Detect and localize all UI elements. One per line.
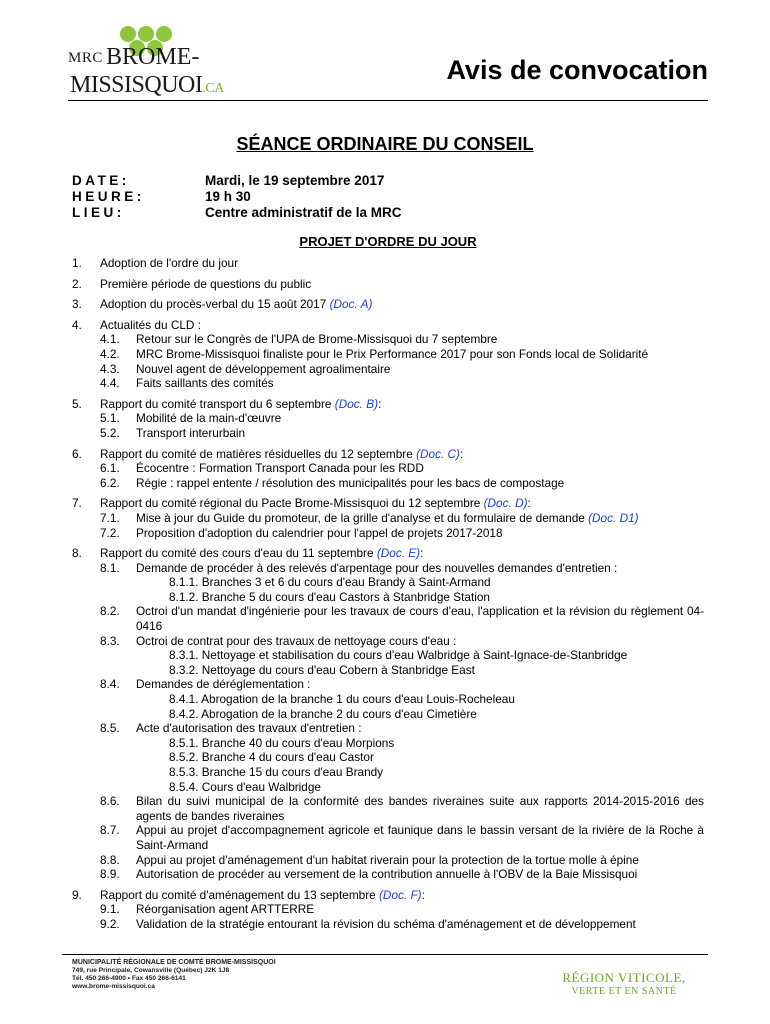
agenda-subitem: 8.5. Acte d'autorisation des travaux d'entretien : 8.5.1. Branche 40 du cours d'eau Morpions 8.5.2. Branche 4 du cours d'eau Castor 8.5.3. Branche 15 du cours d'eau Brandy 8.5.4. Cours d'eau Walbridge [100, 721, 704, 794]
region-slogan [544, 970, 704, 997]
mrc-logo [68, 26, 238, 98]
doc-reference: (Doc. F) [379, 887, 422, 902]
agenda-subitem: 9.2. Validation de la stratégie entourant la révision du schéma d'aménagement et de développement [100, 916, 636, 931]
agenda-item: 7. Rapport du comité régional du Pacte Brome-Missisquoi du 12 septembre (Doc. D): 7.1. Mise à jour du Guide du promoteur, de la grille d'analyse et du formulaire de demande (Doc. D1) 7.2. Proposition d'adoption du calendrier pour l'appel de projets 2017-2018 [72, 496, 704, 540]
time-value: 19 h 30 [205, 189, 251, 204]
logo-mrc: MRC [68, 50, 103, 66]
agenda-subsubitem: 8.3.2. Nettoyage du cours d'eau Cobern à Stanbridge East [169, 662, 475, 677]
agenda-item: 4. Actualités du CLD : 4.1. Retour sur le Congrès de l'UPA de Brome-Missisquoi du 7 septembre 4.2. MRC Brome-Missisquoi finaliste pour le Prix Performance 2017 pour son Fonds local de Solidarité 4.3. Nouvel agent de développement agroalimentaire 4.4. Faits saillants des comités [72, 318, 704, 391]
footer-org-name: MUNICIPALITÉ RÉGIONALE DE COMTÉ BROME-MISSISQUOI [72, 959, 276, 966]
agenda-subitem: 8.3. Octroi de contrat pour des travaux de nettoyage cours d'eau : 8.3.1. Nettoyage et stabilisation du cours d'eau Walbridge à Saint-Ignace-de-Stanbridge 8.3.2. Nettoyage du cours d'eau Cobern à Stanbridge East [100, 634, 704, 678]
doc-reference: (Doc. C) [416, 446, 460, 461]
agenda-subitem: 7.1. Mise à jour du Guide du promoteur, de la grille d'analyse et du formulaire de demande (Doc. D1) [100, 510, 639, 525]
agenda-subsubitem: 8.4.2. Abrogation de la branche 2 du cours d'eau Cimetière [169, 706, 477, 721]
doc-reference: (Doc. E) [376, 546, 421, 561]
footer-website: www.brome-missisquoi.ca [72, 983, 155, 990]
slogan-line-1: RÉGION VITICOLE, [562, 970, 686, 985]
agenda-subitem: 5.1. Mobilité de la main-d'œuvre [100, 411, 282, 426]
doc-reference: (Doc. B) [334, 396, 379, 411]
footer-address-block [72, 959, 276, 991]
agenda-subitem: 9.1. Réorganisation agent ARTTERRE [100, 902, 315, 917]
agenda-subsubitem: 8.3.1. Nettoyage et stabilisation du cours d'eau Walbridge à Saint-Ignace-de-Stanbridge [169, 648, 628, 663]
agenda-subitem: 4.1. Retour sur le Congrès de l'UPA de Brome-Missisquoi du 7 septembre [100, 332, 498, 347]
doc-reference: (Doc. A) [329, 297, 373, 312]
logo-missisquoi: MISSISQUOI.CA [70, 72, 224, 98]
agenda-subitem: 8.2. Octroi d'un mandat d'ingénierie pour les travaux de cours d'eau, l'application et la révision du règlement 04-0416 [100, 604, 704, 634]
page-title: Avis de convocation [446, 55, 708, 85]
agenda-subitem: 8.6. Bilan du suivi municipal de la conformité des bandes riveraines suite aux rapports 2014-2015-2016 des agents de bandes riveraines [100, 794, 704, 823]
agenda-subsubitem: 8.5.2. Branche 4 du cours d'eau Castor [169, 750, 374, 765]
agenda-subitem: 6.1. Écocentre : Formation Transport Canada pour les RDD [100, 461, 424, 476]
agenda-list [72, 256, 704, 938]
agenda-item: 6. Rapport du comité de matières résiduelles du 12 septembre (Doc. C): 6.1. Écocentre : Formation Transport Canada pour les RDD 6.2. Régie : rappel entente / résolution des municipalités pour les bacs de compostage [72, 447, 704, 491]
meeting-type: SÉANCE ORDINAIRE DU CONSEIL [236, 134, 534, 154]
agenda-subsubitem: 8.5.1. Branche 40 du cours d'eau Morpions [169, 735, 395, 750]
agenda-subitem: 8.8. Appui au projet d'aménagement d'un habitat riverain pour la protection de la tortue molle à épine [100, 852, 639, 867]
footer-phone: Tél. 450 266-4900 • Fax 450 266-6141 [72, 975, 186, 982]
agenda-subsubitem: 8.1.2. Branche 5 du cours d'eau Castors à Stanbridge Station [169, 589, 490, 604]
place-label: LIEU: [72, 205, 125, 220]
agenda-subitem: 4.4. Faits saillants des comités [100, 376, 274, 391]
logo-brome: BROME- [106, 44, 200, 70]
footer-address: 749, rue Principale, Cowansville (Québec) J2K 1J8 [72, 967, 230, 974]
agenda-item: 5. Rapport du comité transport du 6 septembre (Doc. B): 5.1. Mobilité de la main-d'œuvre 5.2. Transport interurbain [72, 397, 704, 441]
agenda-subitem: 8.9. Autorisation de procéder au versement de la contribution annuelle à l'OBV de la Baie Missisquoi [100, 867, 638, 882]
footer-divider [62, 954, 708, 955]
agenda-subitem: 7.2. Proposition d'adoption du calendrier pour l'appel de projets 2017-2018 [100, 525, 503, 540]
agenda-subsubitem: 8.5.4. Cours d'eau Walbridge [169, 779, 321, 794]
agenda-subsubitem: 8.5.3. Branche 15 du cours d'eau Brandy [169, 765, 384, 779]
agenda-subsubitem: 8.4.1. Abrogation de la branche 1 du cours d'eau Louis-Rocheleau [169, 692, 515, 707]
agenda-subitem: 8.4. Demandes de déréglementation : 8.4.1. Abrogation de la branche 1 du cours d'eau Louis-Rocheleau 8.4.2. Abrogation de la branche 2 du cours d'eau Cimetière [100, 677, 704, 721]
agenda-item: 8. Rapport du comité des cours d'eau du 11 septembre (Doc. E): 8.1. Demande de procéder à des relevés d'arpentage pour des nouvelles demandes d'entretien : 8.1.1. Branches 3 et 6 du cours d'eau Brandy à Saint-Armand 8.1.2. Branche 5 du cours d'eau Castors à Stanbridge Station 8.2. Octroi d'un mandat d'ingénierie pour les travaux de cours d'eau, l'application et la révision du règlement 04-0416 8.3. Octroi de contrat pour des travaux de nettoyage cours d'eau : 8.3.1. Nettoyage et stabilisation du cours d'eau Walbridge à Saint-Ignace-de-Stanbridge 8.3.2. Nettoyage du cours d'eau Cobern à Stanbridge East 8.4. Demandes de déréglementation : 8.4.1. Abrogation de la branche 1 du cours d'eau Louis-Rocheleau 8.4.2. Abrogation de la branche 2 du cours d'eau Cimetière 8.5. Acte d'autorisation des travaux d'entretien : 8.5.1. Branche 40 du cours d'eau Morpions 8.5.2. Branche 4 du cours d'eau Castor 8.5.3. Branche 15 du cours d'eau Brandy 8.5.4. Cours d'eau Walbridge 8.6. Bilan du suivi municipal de la conformité des bandes riveraines suite aux rapports 2014-2015-2016 des agents de bandes riveraines 8.7. Appui au projet d'accompagnement agricole et faunique dans le bassin versant de la rivière de la Roche à Saint-Armand 8.8. Appui au projet d'aménagement d'un habitat riverain pour la protection de la tortue molle à épine 8.9. Autorisation de procéder au versement de la contribution annuelle à l'OBV de la Baie Missisquoi [72, 546, 704, 882]
agenda-subitem: 5.2. Transport interurbain [100, 425, 246, 440]
doc-reference: (Doc. D1) [588, 510, 639, 525]
place-value: Centre administratif de la MRC [205, 205, 402, 220]
agenda-subsubitem: 8.1.1. Branches 3 et 6 du cours d'eau Brandy à Saint-Armand [169, 575, 491, 590]
agenda-item: 2. Première période de questions du public [72, 276, 312, 291]
agenda-title: PROJET D'ORDRE DU JOUR [299, 234, 477, 249]
time-label: HEURE: [72, 189, 145, 204]
date-value: Mardi, le 19 septembre 2017 [205, 173, 385, 188]
agenda-subitem: 8.1. Demande de procéder à des relevés d'arpentage pour des nouvelles demandes d'entretien : 8.1.1. Branches 3 et 6 du cours d'eau Brandy à Saint-Armand 8.1.2. Branche 5 du cours d'eau Castors à Stanbridge Station [100, 561, 704, 605]
doc-reference: (Doc. D) [483, 496, 528, 511]
agenda-subitem: 6.2. Régie : rappel entente / résolution des municipalités pour les bacs de compostage [100, 475, 565, 490]
agenda-subitem: 4.2. MRC Brome-Missisquoi finaliste pour le Prix Performance 2017 pour son Fonds local de Solidarité [100, 346, 649, 361]
slogan-line-2: VERTE ET EN SANTÉ [571, 986, 677, 997]
agenda-subitem: 8.7. Appui au projet d'accompagnement agricole et faunique dans le bassin versant de la rivière de la Roche à Saint-Armand [100, 823, 704, 852]
header-divider [68, 100, 708, 101]
agenda-item: 1. Adoption de l'ordre du jour [72, 256, 239, 270]
date-label: DATE: [72, 173, 130, 188]
agenda-item: 9. Rapport du comité d'aménagement du 13 septembre (Doc. F): 9.1. Réorganisation agent ARTTERRE 9.2. Validation de la stratégie entourant la révision du schéma d'aménagement et de développement [72, 888, 704, 932]
agenda-item: 3. Adoption du procès-verbal du 15 août 2017 (Doc. A) [72, 297, 373, 312]
agenda-subitem: 4.3. Nouvel agent de développement agroalimentaire [100, 361, 391, 376]
